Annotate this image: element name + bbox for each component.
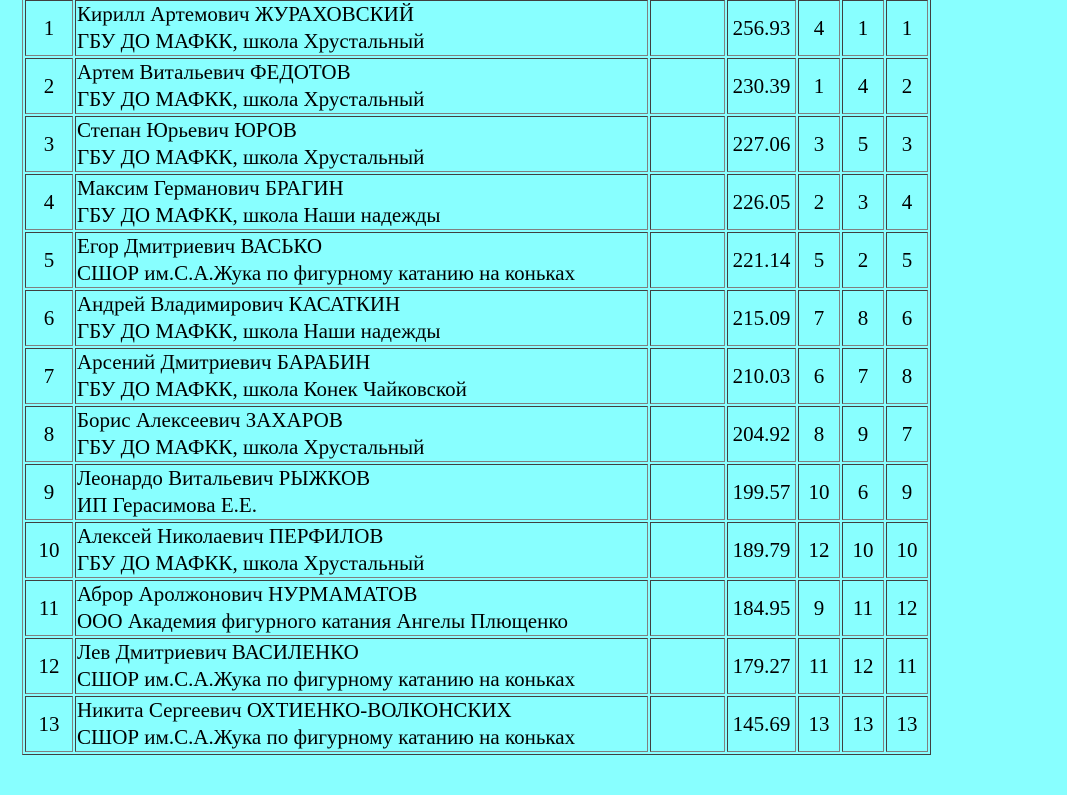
table-row xyxy=(25,696,928,752)
fs-place-cell: 10 xyxy=(842,522,884,578)
points-cell: 204.92 xyxy=(727,406,796,462)
place-cell: 9 xyxy=(25,464,73,520)
results-table xyxy=(22,0,931,755)
sp-place-cell: 8 xyxy=(798,406,840,462)
skater-cell xyxy=(75,406,648,462)
club-name: СШОР им.С.А.Жука по фигурному катанию на коньках xyxy=(77,261,576,285)
sp-place-cell: 13 xyxy=(798,696,840,752)
tss-place-cell: 8 xyxy=(886,348,928,404)
sp-place-cell: 2 xyxy=(798,174,840,230)
nation-cell xyxy=(650,0,725,56)
nation-cell xyxy=(650,464,725,520)
place-cell: 2 xyxy=(25,58,73,114)
skater-name: Аброр Аролжонович НУРМАМАТОВ xyxy=(77,582,418,606)
sp-place-cell: 4 xyxy=(798,0,840,56)
sp-place-cell: 11 xyxy=(798,638,840,694)
points-cell: 210.03 xyxy=(727,348,796,404)
tss-place-cell: 13 xyxy=(886,696,928,752)
fs-place-cell: 8 xyxy=(842,290,884,346)
nation-cell xyxy=(650,580,725,636)
place-cell: 12 xyxy=(25,638,73,694)
place-cell: 7 xyxy=(25,348,73,404)
points-cell: 221.14 xyxy=(727,232,796,288)
table-row xyxy=(25,638,928,694)
nation-cell xyxy=(650,638,725,694)
fs-place-cell: 12 xyxy=(842,638,884,694)
fs-place-cell: 3 xyxy=(842,174,884,230)
table-row xyxy=(25,406,928,462)
table-row xyxy=(25,174,928,230)
tss-place-cell: 3 xyxy=(886,116,928,172)
tss-place-cell: 9 xyxy=(886,464,928,520)
club-name: ГБУ ДО МАФКК, школа Хрустальный xyxy=(77,29,425,53)
skater-name: Андрей Владимирович КАСАТКИН xyxy=(77,292,401,316)
sp-place-cell: 7 xyxy=(798,290,840,346)
nation-cell xyxy=(650,58,725,114)
table-row xyxy=(25,116,928,172)
place-cell: 13 xyxy=(25,696,73,752)
club-name: ГБУ ДО МАФКК, школа Конек Чайковской xyxy=(77,377,467,401)
fs-place-cell: 5 xyxy=(842,116,884,172)
sp-place-cell: 12 xyxy=(798,522,840,578)
club-name: ГБУ ДО МАФКК, школа Хрустальный xyxy=(77,551,425,575)
tss-place-cell: 1 xyxy=(886,0,928,56)
nation-cell xyxy=(650,290,725,346)
club-name: ГБУ ДО МАФКК, школа Хрустальный xyxy=(77,435,425,459)
place-cell: 5 xyxy=(25,232,73,288)
table-row xyxy=(25,58,928,114)
sp-place-cell: 9 xyxy=(798,580,840,636)
place-cell: 3 xyxy=(25,116,73,172)
place-cell: 4 xyxy=(25,174,73,230)
club-name: ООО Академия фигурного катания Ангелы Плющенко xyxy=(77,609,568,633)
nation-cell xyxy=(650,406,725,462)
table-row xyxy=(25,290,928,346)
skater-name: Борис Алексеевич ЗАХАРОВ xyxy=(77,408,343,432)
points-cell: 199.57 xyxy=(727,464,796,520)
tss-place-cell: 7 xyxy=(886,406,928,462)
tss-place-cell: 2 xyxy=(886,58,928,114)
fs-place-cell: 7 xyxy=(842,348,884,404)
fs-place-cell: 9 xyxy=(842,406,884,462)
fs-place-cell: 4 xyxy=(842,58,884,114)
points-cell: 226.05 xyxy=(727,174,796,230)
results-table-body xyxy=(25,0,928,752)
tss-place-cell: 11 xyxy=(886,638,928,694)
table-row xyxy=(25,0,928,56)
fs-place-cell: 13 xyxy=(842,696,884,752)
skater-cell xyxy=(75,522,648,578)
fs-place-cell: 11 xyxy=(842,580,884,636)
nation-cell xyxy=(650,522,725,578)
nation-cell xyxy=(650,696,725,752)
skater-cell xyxy=(75,116,648,172)
tss-place-cell: 6 xyxy=(886,290,928,346)
points-cell: 230.39 xyxy=(727,58,796,114)
skater-name: Артем Витальевич ФЕДОТОВ xyxy=(77,60,351,84)
skater-name: Степан Юрьевич ЮРОВ xyxy=(77,118,297,142)
club-name: СШОР им.С.А.Жука по фигурному катанию на коньках xyxy=(77,667,576,691)
skater-name: Лев Дмитриевич ВАСИЛЕНКО xyxy=(77,640,359,664)
skater-name: Арсений Дмитриевич БАРАБИН xyxy=(77,350,371,374)
club-name: ИП Герасимова Е.Е. xyxy=(77,493,257,517)
sp-place-cell: 6 xyxy=(798,348,840,404)
sp-place-cell: 3 xyxy=(798,116,840,172)
fs-place-cell: 6 xyxy=(842,464,884,520)
points-cell: 256.93 xyxy=(727,0,796,56)
place-cell: 10 xyxy=(25,522,73,578)
skater-cell xyxy=(75,232,648,288)
points-cell: 184.95 xyxy=(727,580,796,636)
skater-cell xyxy=(75,58,648,114)
table-row xyxy=(25,348,928,404)
nation-cell xyxy=(650,232,725,288)
table-row xyxy=(25,580,928,636)
place-cell: 1 xyxy=(25,0,73,56)
tss-place-cell: 5 xyxy=(886,232,928,288)
skater-name: Никита Сергеевич ОХТИЕНКО-ВОЛКОНСКИХ xyxy=(77,698,512,722)
skater-name: Леонардо Витальевич РЫЖКОВ xyxy=(77,466,371,490)
skater-cell xyxy=(75,464,648,520)
skater-cell xyxy=(75,696,648,752)
nation-cell xyxy=(650,174,725,230)
club-name: ГБУ ДО МАФКК, школа Хрустальный xyxy=(77,145,425,169)
fs-place-cell: 1 xyxy=(842,0,884,56)
club-name: ГБУ ДО МАФКК, школа Хрустальный xyxy=(77,87,425,111)
skater-cell xyxy=(75,290,648,346)
skater-cell xyxy=(75,348,648,404)
skater-cell xyxy=(75,174,648,230)
nation-cell xyxy=(650,348,725,404)
tss-place-cell: 12 xyxy=(886,580,928,636)
place-cell: 6 xyxy=(25,290,73,346)
club-name: ГБУ ДО МАФКК, школа Наши надежды xyxy=(77,203,441,227)
skater-name: Максим Германович БРАГИН xyxy=(77,176,344,200)
place-cell: 8 xyxy=(25,406,73,462)
skater-name: Кирилл Артемович ЖУРАХОВСКИЙ xyxy=(77,2,414,26)
skater-name: Егор Дмитриевич ВАСЬКО xyxy=(77,234,322,258)
nation-cell xyxy=(650,116,725,172)
tss-place-cell: 4 xyxy=(886,174,928,230)
points-cell: 227.06 xyxy=(727,116,796,172)
tss-place-cell: 10 xyxy=(886,522,928,578)
fs-place-cell: 2 xyxy=(842,232,884,288)
skater-cell xyxy=(75,0,648,56)
skater-name: Алексей Николаевич ПЕРФИЛОВ xyxy=(77,524,384,548)
points-cell: 215.09 xyxy=(727,290,796,346)
points-cell: 179.27 xyxy=(727,638,796,694)
club-name: ГБУ ДО МАФКК, школа Наши надежды xyxy=(77,319,441,343)
club-name: СШОР им.С.А.Жука по фигурному катанию на коньках xyxy=(77,725,576,749)
place-cell: 11 xyxy=(25,580,73,636)
sp-place-cell: 1 xyxy=(798,58,840,114)
points-cell: 189.79 xyxy=(727,522,796,578)
table-row xyxy=(25,232,928,288)
skater-cell xyxy=(75,638,648,694)
table-row xyxy=(25,464,928,520)
table-row xyxy=(25,522,928,578)
sp-place-cell: 5 xyxy=(798,232,840,288)
sp-place-cell: 10 xyxy=(798,464,840,520)
skater-cell xyxy=(75,580,648,636)
points-cell: 145.69 xyxy=(727,696,796,752)
